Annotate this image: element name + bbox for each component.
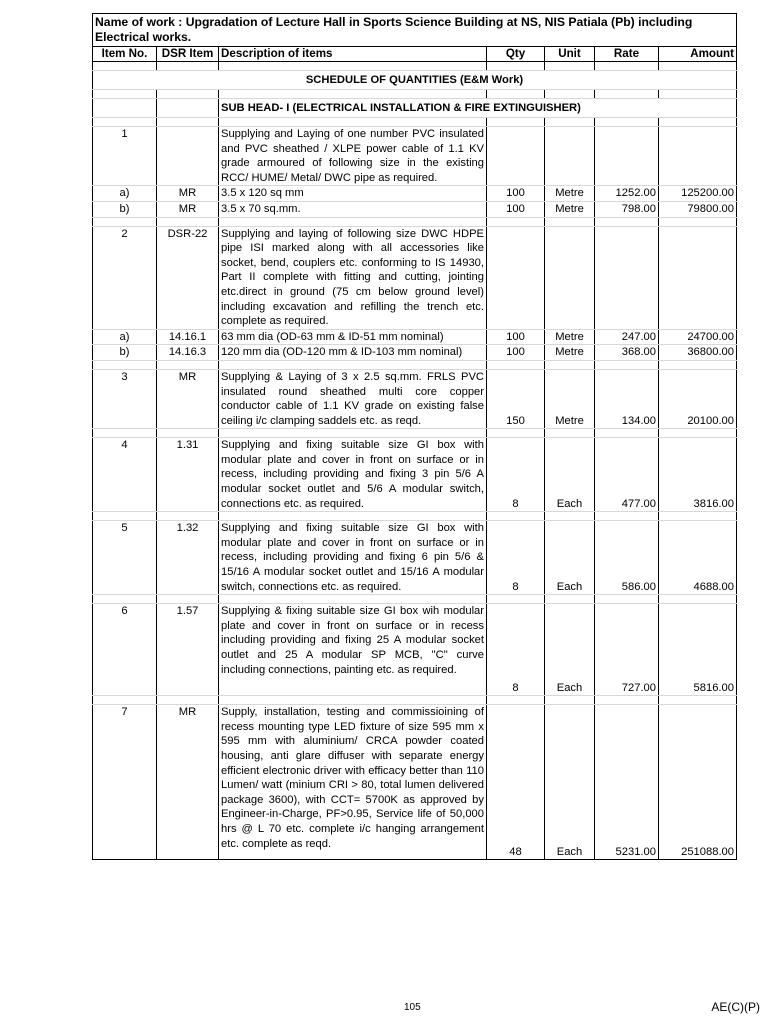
- table-row: [93, 201, 737, 217]
- footer-code: AE(C)(P): [711, 1000, 760, 1014]
- item-no: b): [93, 201, 157, 217]
- item-description: 120 mm dia (OD-120 mm & ID-103 mm nominal): [219, 345, 487, 361]
- header-rate: Rate: [595, 47, 659, 62]
- item-description: Supplying and fixing suitable size GI box with modular plate and cover in front on surface or in recess, including providing and fixing 6 pin 5/6 & 15/16 A modular socket outlet and 15/16 A modular switch, connections etc. as required.: [219, 521, 487, 595]
- dsr-item: 1.32: [157, 521, 219, 595]
- header-item-no: Item No.: [93, 47, 157, 62]
- unit: Metre: [545, 186, 595, 202]
- unit: Metre: [545, 329, 595, 345]
- dsr-item: MR: [157, 186, 219, 202]
- item-no: b): [93, 345, 157, 361]
- dsr-item: 14.16.3: [157, 345, 219, 361]
- item-description: Supplying and Laying of one number PVC insulated and PVC sheathed / XLPE power cable of 1.1 KV grade armoured of following size in the existing RCC/ HUME/ Metal/ DWC pipe as required.: [219, 127, 487, 186]
- rate: 247.00: [595, 329, 659, 345]
- item-no: 2: [93, 226, 157, 329]
- item-no: 3: [93, 369, 157, 428]
- unit: Each: [545, 705, 595, 860]
- item-no: 6: [93, 604, 157, 696]
- qty: 8: [487, 604, 545, 696]
- rate: 727.00: [595, 604, 659, 696]
- rate: 134.00: [595, 369, 659, 428]
- dsr-item: 1.57: [157, 604, 219, 696]
- item-description: Supplying & fixing suitable size GI box wih modular plate and cover in front on surface or in recess including providing and fixing 25 A modular socket outlet and 25 A modular SP MCB, "C" curve including connections, painting etc. as required.: [219, 604, 487, 696]
- amount: 251088.00: [659, 705, 737, 860]
- qty: 100: [487, 186, 545, 202]
- boq-sheet: [92, 13, 736, 860]
- rate: 798.00: [595, 201, 659, 217]
- amount: 125200.00: [659, 186, 737, 202]
- dsr-item: MR: [157, 201, 219, 217]
- title-row: [93, 14, 737, 47]
- item-description: Supplying and laying of following size DWC HDPE pipe ISI marked along with all accessories like socket, bend, couplers etc. conforming to IS 14930, Part II complete with fitting and cutting, jointing etc.direct in ground (75 cm below ground level) including excavation and refilling the trench etc. complete as required.: [219, 226, 487, 329]
- amount: 24700.00: [659, 329, 737, 345]
- item-no: a): [93, 329, 157, 345]
- unit: Each: [545, 438, 595, 512]
- amount: 5816.00: [659, 604, 737, 696]
- qty: 48: [487, 705, 545, 860]
- rate: 477.00: [595, 438, 659, 512]
- dsr-item: 1.31: [157, 438, 219, 512]
- header-unit: Unit: [545, 47, 595, 62]
- unit: Metre: [545, 345, 595, 361]
- item-no: 4: [93, 438, 157, 512]
- qty: 8: [487, 438, 545, 512]
- item-description: Supplying and fixing suitable size GI box with modular plate and cover in front on surface or in recess, including providing and fixing 3 pin 5/6 A modular socket outlet and 5/6 A modular switch, connections etc. as required.: [219, 438, 487, 512]
- header-amount: Amount: [659, 47, 737, 62]
- page-number: 105: [404, 1002, 421, 1013]
- item-no: 5: [93, 521, 157, 595]
- table-row: [93, 521, 737, 595]
- dsr-item: [157, 127, 219, 186]
- qty: 100: [487, 345, 545, 361]
- item-description: 3.5 x 120 sq mm: [219, 186, 487, 202]
- amount: 20100.00: [659, 369, 737, 428]
- amount: 36800.00: [659, 345, 737, 361]
- rate: 368.00: [595, 345, 659, 361]
- dsr-item: MR: [157, 369, 219, 428]
- table-row: [93, 604, 737, 696]
- table-row: [93, 127, 737, 186]
- item-no: a): [93, 186, 157, 202]
- subhead-title: SUB HEAD- I (ELECTRICAL INSTALLATION & FIRE EXTINGUISHER): [219, 99, 737, 118]
- table-row: [93, 226, 737, 329]
- boq-table: [92, 13, 737, 860]
- qty: 100: [487, 201, 545, 217]
- item-no: 7: [93, 705, 157, 860]
- header-description: Description of items: [219, 47, 487, 62]
- amount: 3816.00: [659, 438, 737, 512]
- item-description: 63 mm dia (OD-63 mm & ID-51 mm nominal): [219, 329, 487, 345]
- qty: 8: [487, 521, 545, 595]
- qty: 100: [487, 329, 545, 345]
- table-row: [93, 345, 737, 361]
- dsr-item: MR: [157, 705, 219, 860]
- item-description: Supply, installation, testing and commissioining of recess mounting type LED fixture of size 595 mm x 595 mm with aluminium/ CRCA powder coated housing, anti glare diffuser with separate energy efficient electronic driver with efficacy better than 110 Lumen/ watt (minium CRI > 80, total lumen delivered package 3600), with CCT= 5700K as approved by Engineer-in-Charge, PF>0.95, Service life of 50,000 hrs @ L 70 etc. complete i/c hanging arrangement etc. complete as reqd.: [219, 705, 487, 860]
- header-row: [93, 47, 737, 62]
- table-row: [93, 705, 737, 860]
- rate: 586.00: [595, 521, 659, 595]
- unit: Metre: [545, 201, 595, 217]
- unit: Each: [545, 521, 595, 595]
- unit: Each: [545, 604, 595, 696]
- schedule-title: SCHEDULE OF QUANTITIES (E&M Work): [93, 71, 737, 90]
- table-row: [93, 186, 737, 202]
- item-description: 3.5 x 70 sq.mm.: [219, 201, 487, 217]
- qty: 150: [487, 369, 545, 428]
- table-row: [93, 369, 737, 428]
- item-no: 1: [93, 127, 157, 186]
- table-row: [93, 438, 737, 512]
- dsr-item: DSR-22: [157, 226, 219, 329]
- amount: 79800.00: [659, 201, 737, 217]
- amount: 4688.00: [659, 521, 737, 595]
- item-description: Supplying & Laying of 3 x 2.5 sq.mm. FRLS PVC insulated round sheathed multi core copper conductor cable of 1.1 KV grade on existing false ceiling i/c clamping saddels etc. as reqd.: [219, 369, 487, 428]
- work-title: Name of work : Upgradation of Lecture Hall in Sports Science Building at NS, NIS Patiala (Pb) including Electrical works.: [93, 14, 737, 47]
- dsr-item: 14.16.1: [157, 329, 219, 345]
- unit: Metre: [545, 369, 595, 428]
- rate: 1252.00: [595, 186, 659, 202]
- table-row: [93, 329, 737, 345]
- header-qty: Qty: [487, 47, 545, 62]
- header-dsr-item: DSR Item: [157, 47, 219, 62]
- rate: 5231.00: [595, 705, 659, 860]
